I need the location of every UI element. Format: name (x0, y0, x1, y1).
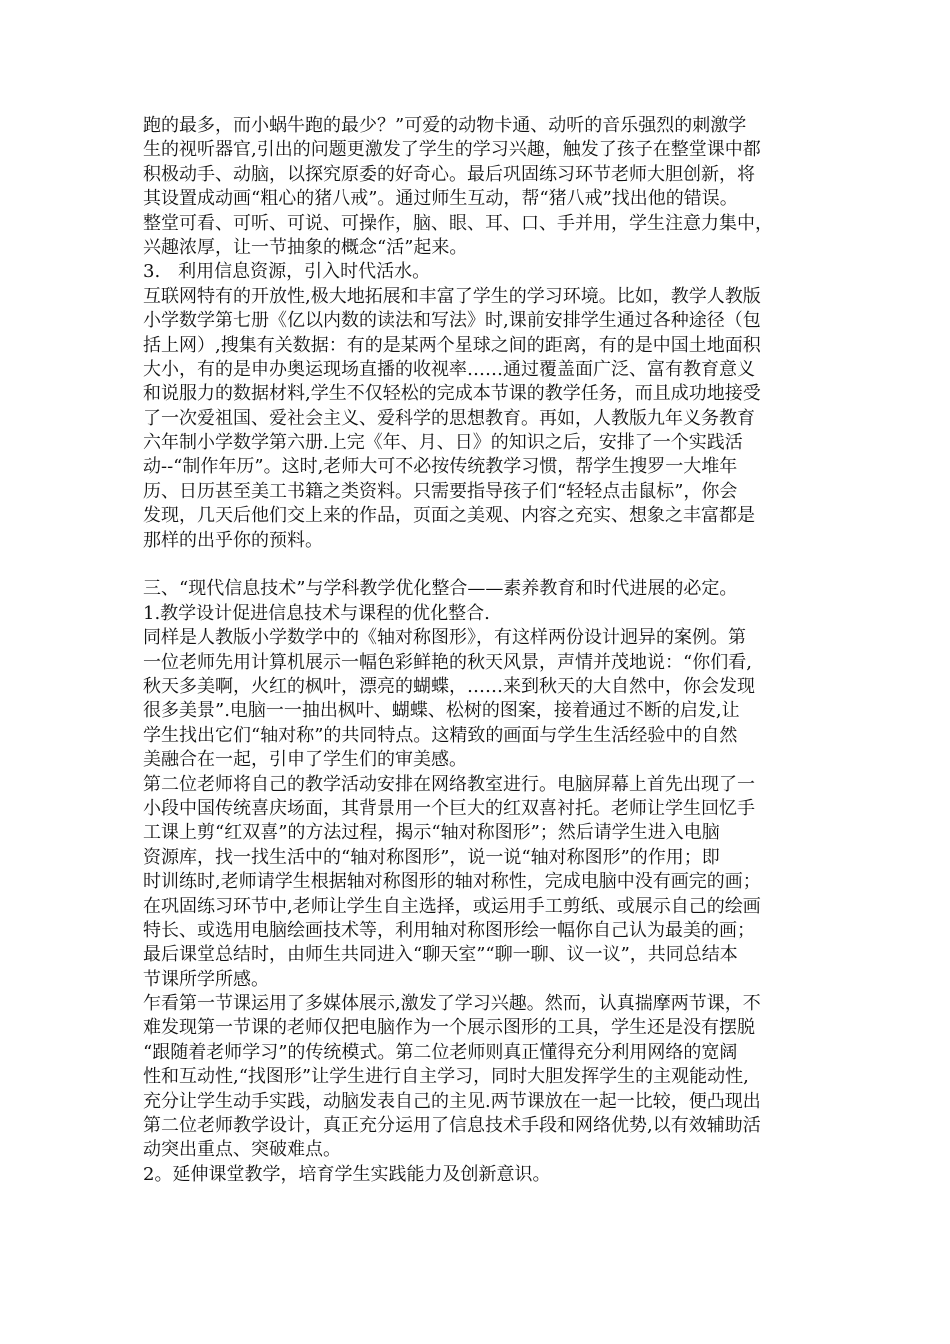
text-line: 小段中国传统喜庆场面，其背景用一个巨大的红双喜衬托。老师让学生回忆手 (143, 797, 755, 819)
body-section-1 (143, 114, 813, 553)
text-line: 特长、或选用电脑绘画技术等，利用轴对称图形绘一幅你自己认为最美的画； (143, 919, 755, 941)
text-line: 难发现第一节课的老师仅把电脑作为一个展示图形的工具，学生还是没有摆脱 (143, 1017, 755, 1039)
text-line: 节课所学所感。 (143, 968, 269, 990)
text-line: 很多美景”.电脑一一抽出枫叶、蝴蝶、松树的图案，接着通过不断的启发,让 (143, 700, 740, 722)
text-line: 第二位老师将自己的教学活动安排在网络教室进行。电脑屏幕上首先出现了一 (143, 773, 755, 795)
text-line: 小学数学第七册《亿以内数的读法和写法》时,课前安排学生通过各种途径（包 (143, 310, 761, 332)
text-line: 美融合在一起，引申了学生们的审美感。 (143, 749, 467, 771)
text-line: 互联网特有的开放性,极大地拓展和丰富了学生的学习环境。比如，教学人教版 (143, 285, 761, 307)
text-line: 其设置成动画“粗心的猪八戒”。通过师生互动，帮“猪八戒”找出他的错误。 (143, 188, 738, 210)
text-line: “跟随着老师学习”的传统模式。第二位老师则真正懂得充分利用网络的宽阔 (143, 1041, 738, 1063)
text-line: 工课上剪“红双喜”的方法过程，揭示“轴对称图形”；然后请学生进入电脑 (143, 822, 720, 844)
text-line: 三、“现代信息技术”与学科教学优化整合——素养教育和时代进展的必定。 (143, 578, 738, 600)
text-line: 同样是人教版小学数学中的《轴对称图形》，有这样两份设计迥异的案例。第 (143, 627, 746, 649)
text-line: 动--“制作年历”。这时,老师大可不必按传统教学习惯，帮学生搜罗一大堆年 (143, 456, 738, 478)
text-line: 了一次爱祖国、爱社会主义、爱科学的思想教育。再如，人教版九年义务教育 (143, 407, 755, 429)
text-line: 充分让学生动手实践，动脑发表自己的主见.两节课放在一起一比较，便凸现出 (143, 1090, 761, 1112)
blank-line (143, 553, 813, 577)
text-line: 积极动手、动脑，以探究原委的好奇心。最后巩固练习环节老师大胆创新，将 (143, 163, 755, 185)
text-line: 性和互动性,“找图形”让学生进行自主学习，同时大胆发挥学生的主观能动性, (143, 1066, 749, 1088)
text-line: 历、日历甚至美工书籍之类资料。只需要指导孩子们“轻轻点击鼠标”，你会 (143, 480, 738, 502)
text-line: 那样的出乎你的预料。 (143, 529, 323, 551)
text-line: 括上网）,搜集有关数据：有的是某两个星球之间的距离，有的是中国土地面积 (143, 334, 761, 356)
text-line: 发现，几天后他们交上来的作品，页面之美观、内容之充实、想象之丰富都是 (143, 505, 755, 527)
text-line: 兴趣浓厚，让一节抽象的概念“活”起来。 (143, 236, 468, 258)
text-line: 1.教学设计促进信息技术与课程的优化整合. (143, 602, 490, 624)
text-line: 大小，有的是申办奥运现场直播的收视率……通过覆盖面广泛、富有教育意义 (143, 358, 755, 380)
text-line: 学生找出它们“轴对称”的共同特点。这精致的画面与学生生活经验中的自然 (143, 724, 738, 746)
text-line: 整堂可看、可听、可说、可操作，脑、眼、耳、口、手并用，学生注意力集中， (143, 212, 773, 234)
text-line: 动突出重点、突破难点。 (143, 1139, 341, 1161)
text-line: 在巩固练习环节中,老师让学生自主选择，或运用手工剪纸、或展示自己的绘画 (143, 895, 761, 917)
document-body (143, 114, 813, 1187)
text-line: 六年制小学数学第六册.上完《年、月、日》的知识之后，安排了一个实践活 (143, 432, 743, 454)
text-line: 2。延伸课堂教学，培育学生实践能力及创新意识。 (143, 1163, 551, 1185)
text-line: 时训练时,老师请学生根据轴对称图形的轴对称性，完成电脑中没有画完的画； (143, 871, 761, 893)
text-line: 生的视听器官,引出的问题更激发了学生的学习兴趣，触发了孩子在整堂课中都 (143, 139, 761, 161)
text-line: 一位老师先用计算机展示一幅色彩鲜艳的秋天风景，声情并茂地说：“你们看, (143, 651, 752, 673)
text-line: 3. 利用信息资源，引入时代活水。 (143, 261, 431, 283)
text-line: 乍看第一节课运用了多媒体展示,激发了学习兴趣。然而，认真揣摩两节课，不 (143, 993, 761, 1015)
text-line: 和说服力的数据材料,学生不仅轻松的完成本节课的教学任务，而且成功地接受 (143, 383, 761, 405)
text-line: 第二位老师教学设计，真正充分运用了信息技术手段和网络优势,以有效辅助活 (143, 1115, 761, 1137)
text-line: 秋天多美啊，火红的枫叶，漂亮的蝴蝶，……来到秋天的大自然中，你会发现 (143, 675, 755, 697)
text-line: 最后课堂总结时，由师生共同进入“聊天室”“聊一聊、议一议”，共同总结本 (143, 944, 738, 966)
text-line: 资源库，找一找生活中的“轴对称图形”，说一说“轴对称图形”的作用；即 (143, 846, 720, 868)
body-section-2 (143, 577, 813, 1187)
text-line: 跑的最多，而小蜗牛跑的最少？”可爱的动物卡通、动听的音乐强烈的刺激学 (143, 115, 747, 136)
